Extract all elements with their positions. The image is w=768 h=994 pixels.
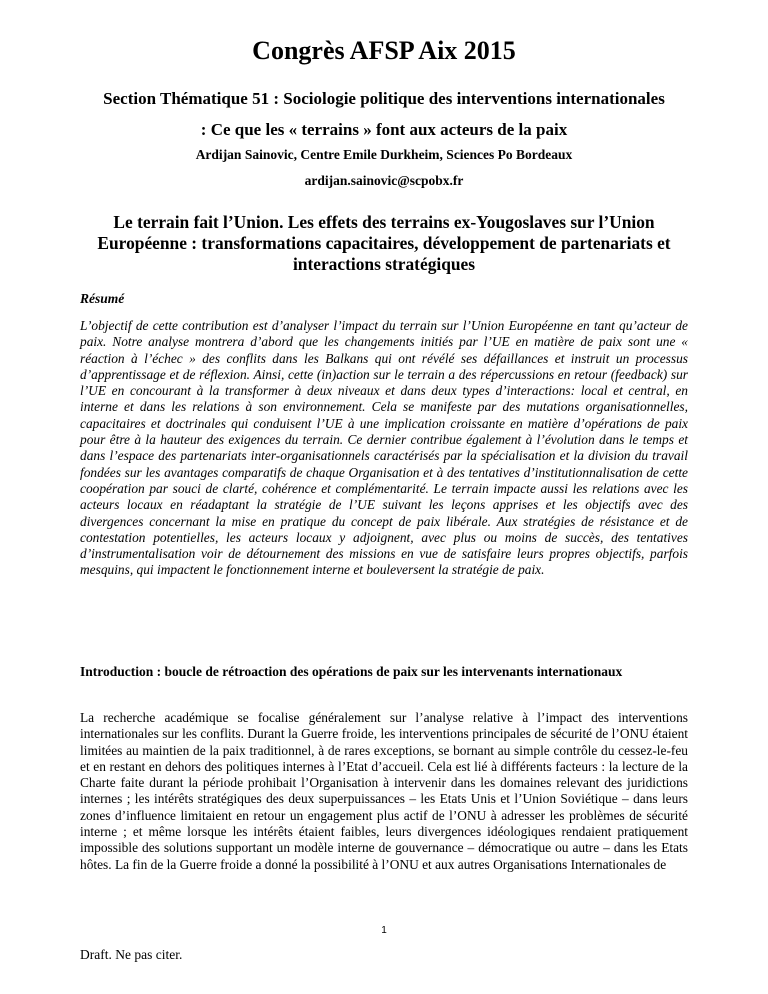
author-affiliation: Ardijan Sainovic, Centre Emile Durkheim, Sciences Po Bordeaux xyxy=(195,147,573,162)
introduction-text: La recherche académique se focalise généralement sur l’analyse relative à l’impact des interventions internationales sur les conflits. Durant la Guerre froide, les interventions principales de sécurité de l’ONU étaient limitées au maintien de la paix traditionnel, à de rares exceptions, se bornant au simple contrôle du cessez-le-feu et en restant en dehors des politiques internes à l’Etat d’accueil. Cela est lié à différents facteurs : la lecture de la Charte faite durant la période prohibait l’Organisation à intervenir dans les domaines relevant des juridictions internes ; les intérêts stratégiques des deux superpuissances – les Etats Unis et l’Union Soviétique – dans leurs zones d’influence limitaient en retour un engagement plus actif de l’ONU à adresser les problèmes de sécurité interne ; et même lorsque les intérêts étaient faibles, leurs divergences idéologiques rendaient pratiquement impossible des solutions supportant un modèle interne de gouvernance – démocratique ou autre – dans les Etats hôtes. La fin de la Guerre froide a donné la possibilité à l’ONU et aux autres Organisations Internationales de xyxy=(80,710,688,872)
page-number: 1 xyxy=(381,925,387,936)
paper-title: Le terrain fait l’Union. Les effets des terrains ex-Yougoslaves sur l’Union Européenne : transformations capacitaires, développement de partenariats et interactions stratégiques xyxy=(97,212,671,274)
author-email: ardijan.sainovic@scpobx.fr xyxy=(304,173,464,188)
conference-title: Congrès AFSP Aix 2015 xyxy=(252,36,516,65)
footer-note: Draft. Ne pas citer. xyxy=(80,947,183,962)
abstract-text: L’objectif de cette contribution est d’analyser l’impact du terrain sur l’Union Européenne en tant qu’acteur de paix. Notre analyse montrera d’abord que les changements initiés par l’UE en matière de paix sont une « réaction à l’échec » des conflits dans les Balkans qui ont révélé ses défaillances et instruit un processus d’apprentissage et de réflexion. Ainsi, cette (in)action sur le terrain a des répercussions en retour (feedback) sur l’UE en concourant à la transformer à deux niveaux et dans deux types d’interactions: local et central, en interne et dans les relations à son environnement. Cela se manifeste par des mutations organisationnelles, capacitaires et doctrinales qui conduisent l’UE à une implication croissante en matière d’opérations de paix pour être à la hauteur des exigences du terrain. Ce dernier contribue également à l’évolution dans le temps et dans l’espace des partenariats inter-organisationnels caractérisés par la spécialisation et la division du travail fondées sur les avantages comparatifs de chaque Organisation et à des tentatives d’institutionnalisation de cette coopération par souci de clarté, cohérence et complémentarité. Le terrain impacte aussi les relations avec les acteurs locaux en réadaptant la stratégie de l’UE suivant les leçons apprises et les objectifs avec des divergences concernant la mise en pratique du concept de paix libérale. Aux stratégies de résistance et de contestation potentielles, les acteurs locaux y adjoignent, avec plus ou moins de succès, des tentatives d’instrumentalisation voir de détournement des missions en vue de satisfaire leurs propres objectifs, parfois mesquins, qui impactent le fonctionnement interne et bouleversent la stratégie de paix. xyxy=(80,318,688,578)
introduction-heading: Introduction : boucle de rétroaction des opérations de paix sur les intervenants internationaux xyxy=(80,664,623,679)
abstract-heading: Résumé xyxy=(80,291,125,306)
section-title: Section Thématique 51 : Sociologie politique des interventions internationales : Ce que les « terrains » font aux acteurs de la paix xyxy=(103,89,665,139)
